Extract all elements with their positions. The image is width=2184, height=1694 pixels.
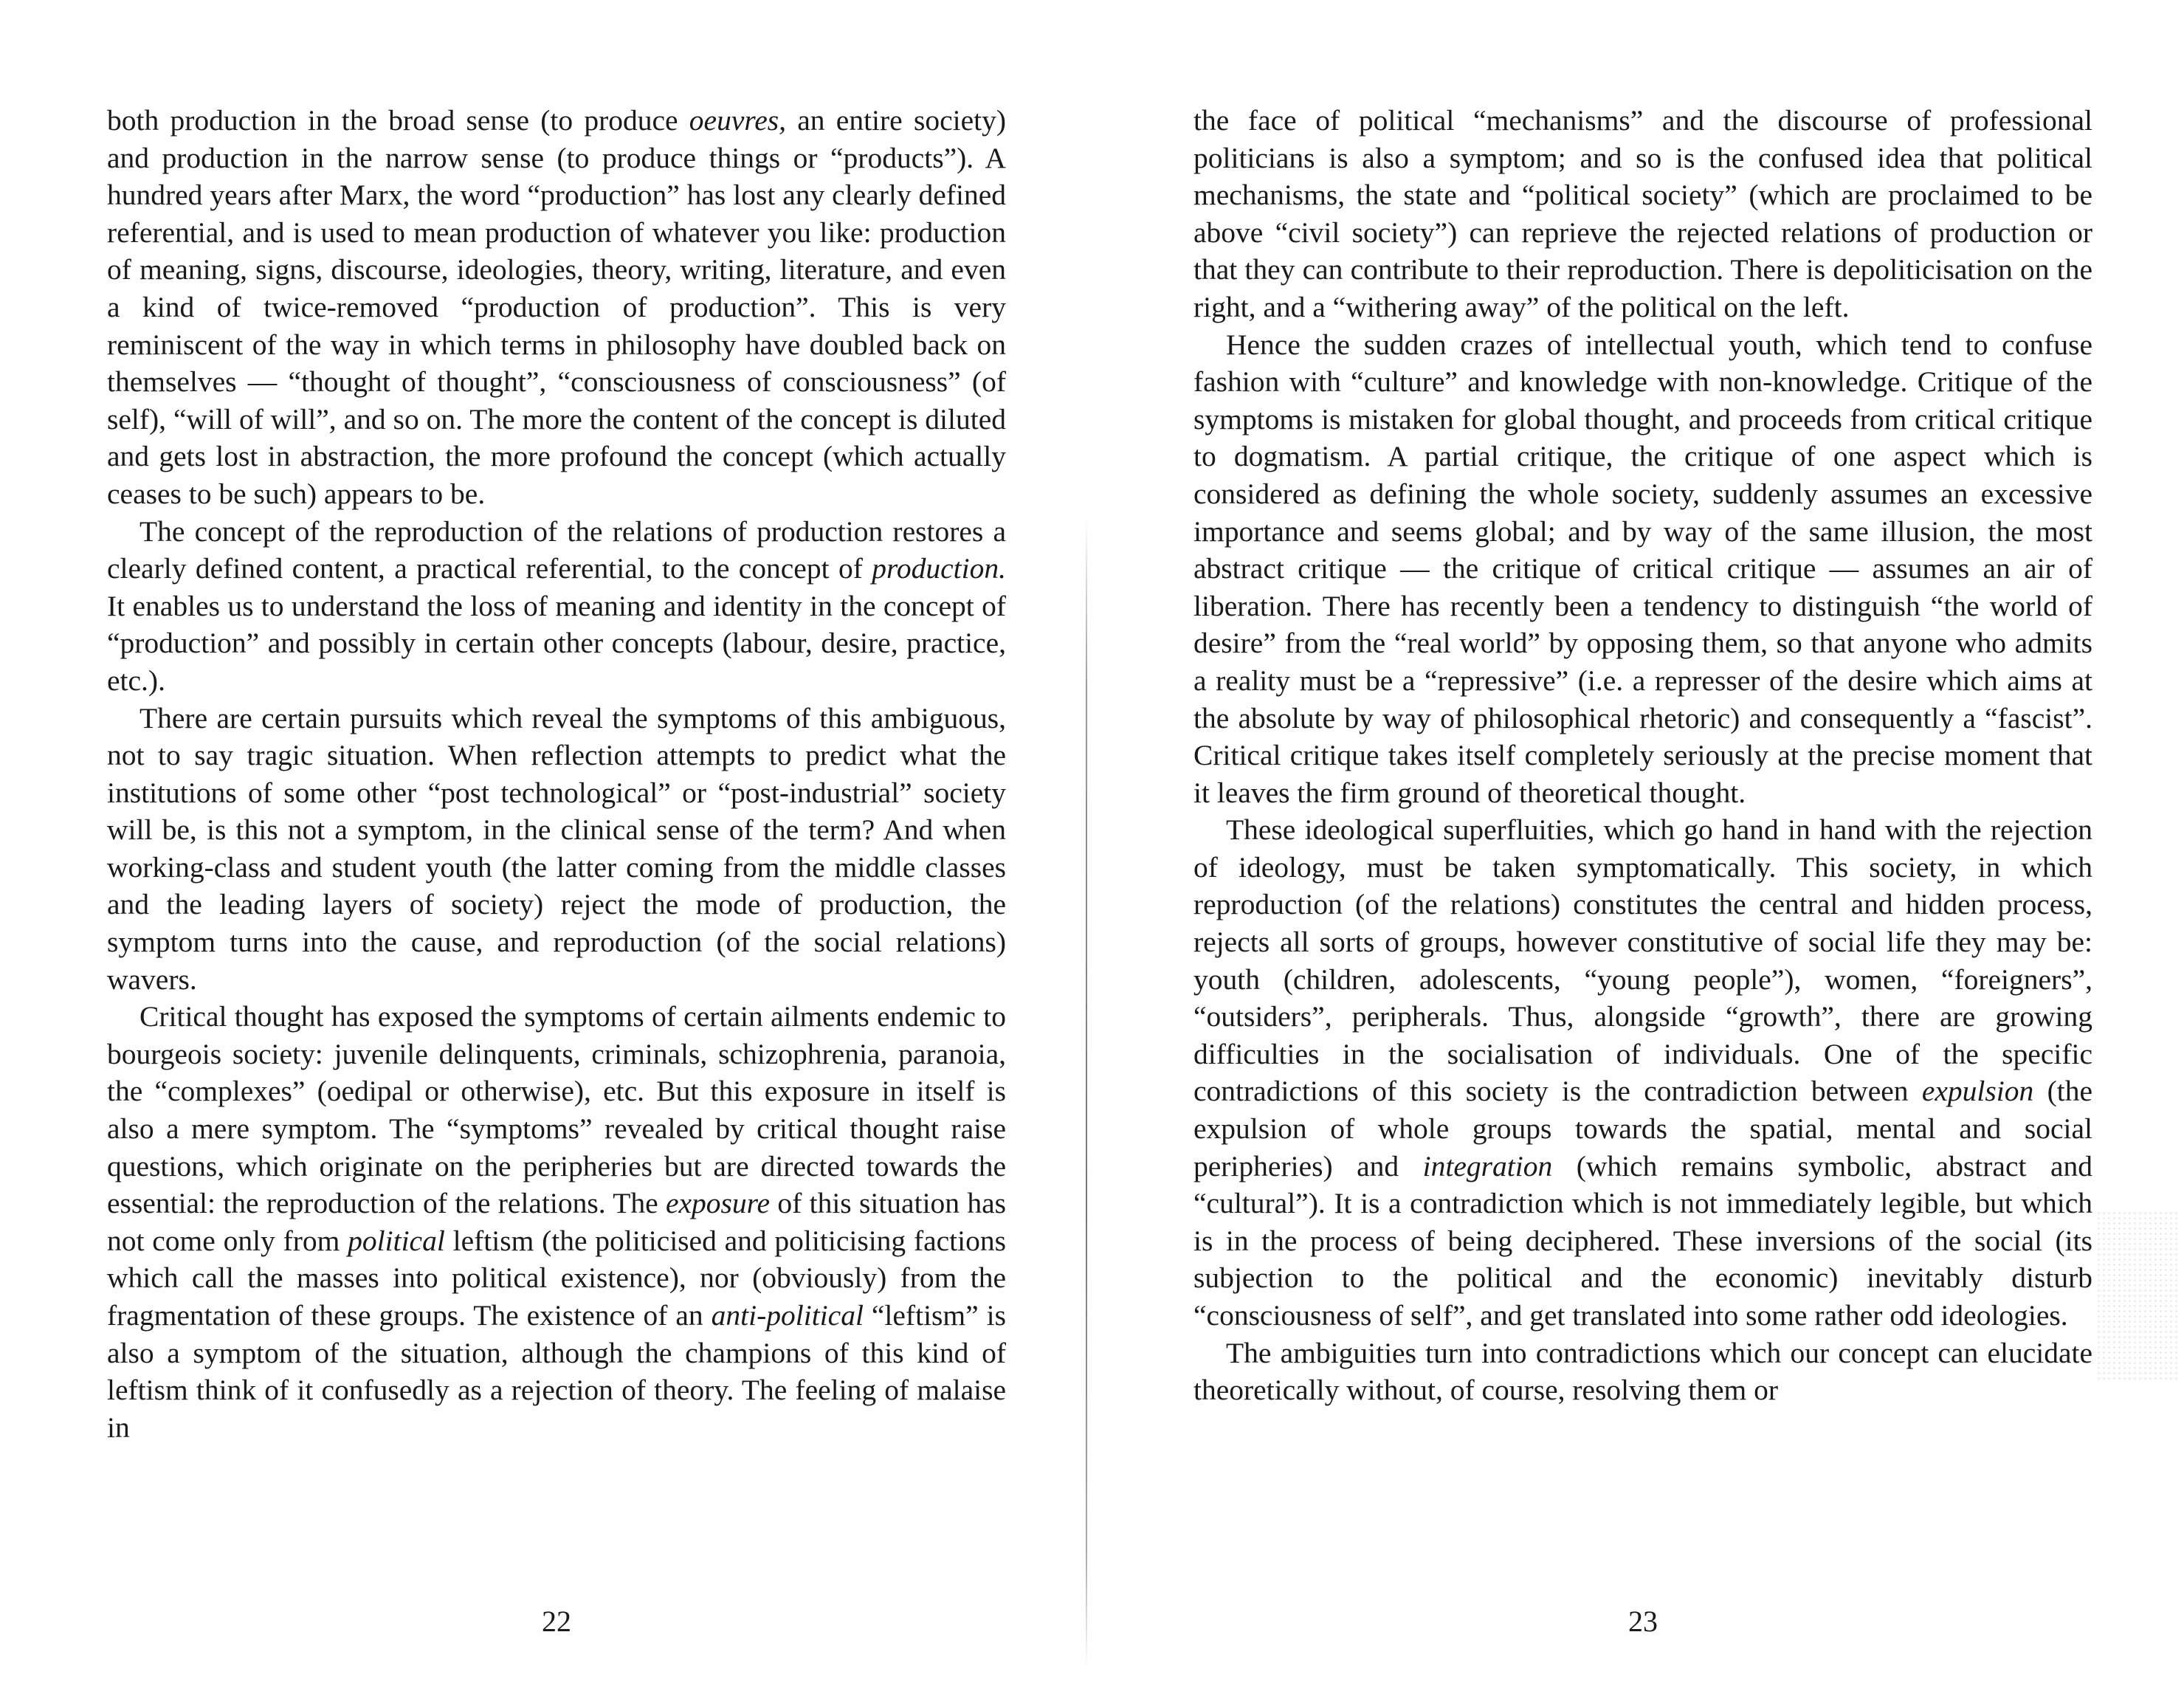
- left-page-paragraph: [107, 700, 1006, 999]
- italic-text: exposure: [665, 1187, 771, 1220]
- body-text: It enables us to understand the loss of meaning and identity in the concept of “production” and possibly in certain other concepts (labour, desire, practice, etc.).: [107, 589, 1006, 697]
- book-gutter: [1086, 517, 1087, 1668]
- italic-text: political: [348, 1224, 445, 1257]
- italic-text: oeuvres,: [689, 104, 787, 137]
- body-text: There are certain pursuits which reveal the symptoms of this ambiguous, not to say tragic situation. When reflection attempts to predict what the institutions of some other “post technological” or “post-industrial” society will be, is this not a symptom, in the clinical sense of the term? And when working-class and student youth (the latter coming from the middle classes and the leading layers of society) reject the mode of production, the symptom turns into the cause, and reproduction (of the social relations) wavers.: [107, 701, 1006, 996]
- left-page-paragraph: [107, 102, 1006, 513]
- left-page-paragraph: [107, 513, 1006, 700]
- body-text: the face of political “mechanisms” and the discourse of professional politicians is also a symptom; and so is the confused idea that political mechanisms, the state and “political society” (which are proclaimed to be above “civil society”) can reprieve the rejected relations of production or that they can contribute to their reproduction. There is depoliticisation on the right, and a “withering away” of the political on the left.: [1193, 104, 2092, 323]
- body-text: of this situation has not come only from: [107, 1187, 1007, 1257]
- italic-text: production.: [872, 552, 1006, 585]
- right-page-number: 23: [1628, 1605, 1658, 1638]
- scan-speckle: [2096, 1211, 2177, 1380]
- right-page: [1193, 102, 2092, 1409]
- body-text: an entire society) and production in the narrow sense (to produce things or “products”). A hundred years after Marx, the word “production” has lost any clearly defined referential, and is used to mean production of whatever you like: production of meaning, signs, discourse, ideologies, theory, writing, literature, and even a kind of twice-removed “production of production”. This is very reminiscent of the way in which terms in philosophy have doubled back on themselves — “thought of thought”, “consciousness of consciousness” (of self), “will of will”, and so on. The more the content of the concept is diluted and gets lost in abstraction, the more profound the concept (which actually ceases to be such) appears to be.: [107, 104, 1006, 510]
- left-page-body: [107, 102, 1006, 1446]
- italic-text: expulsion: [1921, 1075, 2034, 1108]
- left-page: [107, 102, 1006, 1446]
- body-text: (the expulsion of whole groups towards the spatial, mental and social peripheries) and: [1193, 1075, 2092, 1182]
- left-page-paragraph: [107, 998, 1006, 1446]
- body-text: both production in the broad sense (to produce: [107, 104, 689, 137]
- body-text: Hence the sudden crazes of intellectual youth, which tend to confuse fashion with “culture” and knowledge with non-knowledge. Critique of the symptoms is mistaken for global thought, and proceeds from critical critique to dogmatism. A partial critique, the critique of one aspect which is considered as defining the whole society, suddenly assumes an excessive importance and seems global; and by way of the same illusion, the most abstract critique — the critique of critical critique — assumes an air of liberation. There has recently been a tendency to distinguish “the world of desire” from the “real world” by opposing them, so that anyone who admits a reality must be a “repressive” (i.e. a represser of the desire which aims at the absolute by way of philosophical rhetoric) and consequently a “fascist”. Critical critique takes itself completely seriously at the precise moment that it leaves the firm ground of theoretical thought.: [1193, 328, 2092, 809]
- left-page-number: 22: [542, 1605, 571, 1638]
- right-page-paragraph: [1193, 811, 2092, 1334]
- body-text: Critical thought has exposed the symptoms of certain ailments endemic to bourgeois society: juvenile delinquents, criminals, schizophrenia, paranoia, the “complexes” (oedipal or otherwise), etc. But this exposure in itself is also a mere symptom. The “symptoms” revealed by critical thought raise questions, which originate on the peripheries but are directed towards the essential: the reproduction of the relations. The: [107, 1000, 1006, 1220]
- body-text: The ambiguities turn into contradictions which our concept can elucidate theoretically without, of course, resolving them or: [1193, 1336, 2092, 1407]
- right-page-paragraph: [1193, 102, 2092, 326]
- body-text: leftism (the politicised and politicising factions which call the masses into political existence), nor (obviously) from the fragmentation of these groups. The existence of an: [107, 1224, 1006, 1332]
- right-page-paragraph: [1193, 1335, 2092, 1409]
- italic-text: anti-political: [711, 1299, 864, 1332]
- right-page-paragraph: [1193, 326, 2092, 812]
- italic-text: integration: [1422, 1149, 1553, 1182]
- body-text: The concept of the reproduction of the relations of production restores a clearly defined content, a practical referential, to the concept of: [107, 514, 1006, 585]
- body-text: (which remains symbolic, abstract and “cultural”). It is a contradiction which is not immediately legible, but which is in the process of being deciphered. These inversions of the social (its subjection to the political and the economic) inevitably disturb “consciousness of self”, and get translated into some rather odd ideologies.: [1193, 1149, 2092, 1332]
- body-text: These ideological superfluities, which go hand in hand with the rejection of ideology, must be taken symptomatically. This society, in which reproduction (of the relations) constitutes the central and hidden process, rejects all sorts of groups, however constitutive of social life they may be: youth (children, adolescents, “young people”), women, “foreigners”, “outsiders”, peripherals. Thus, alongside “growth”, there are growing difficulties in the socialisation of individuals. One of the specific contradictions of this society is the contradiction between: [1193, 813, 2092, 1108]
- right-page-body: [1193, 102, 2092, 1409]
- body-text: “leftism” is also a symptom of the situation, although the champions of this kind of leftism think of it confusedly as a rejection of theory. The feeling of malaise in: [107, 1299, 1006, 1444]
